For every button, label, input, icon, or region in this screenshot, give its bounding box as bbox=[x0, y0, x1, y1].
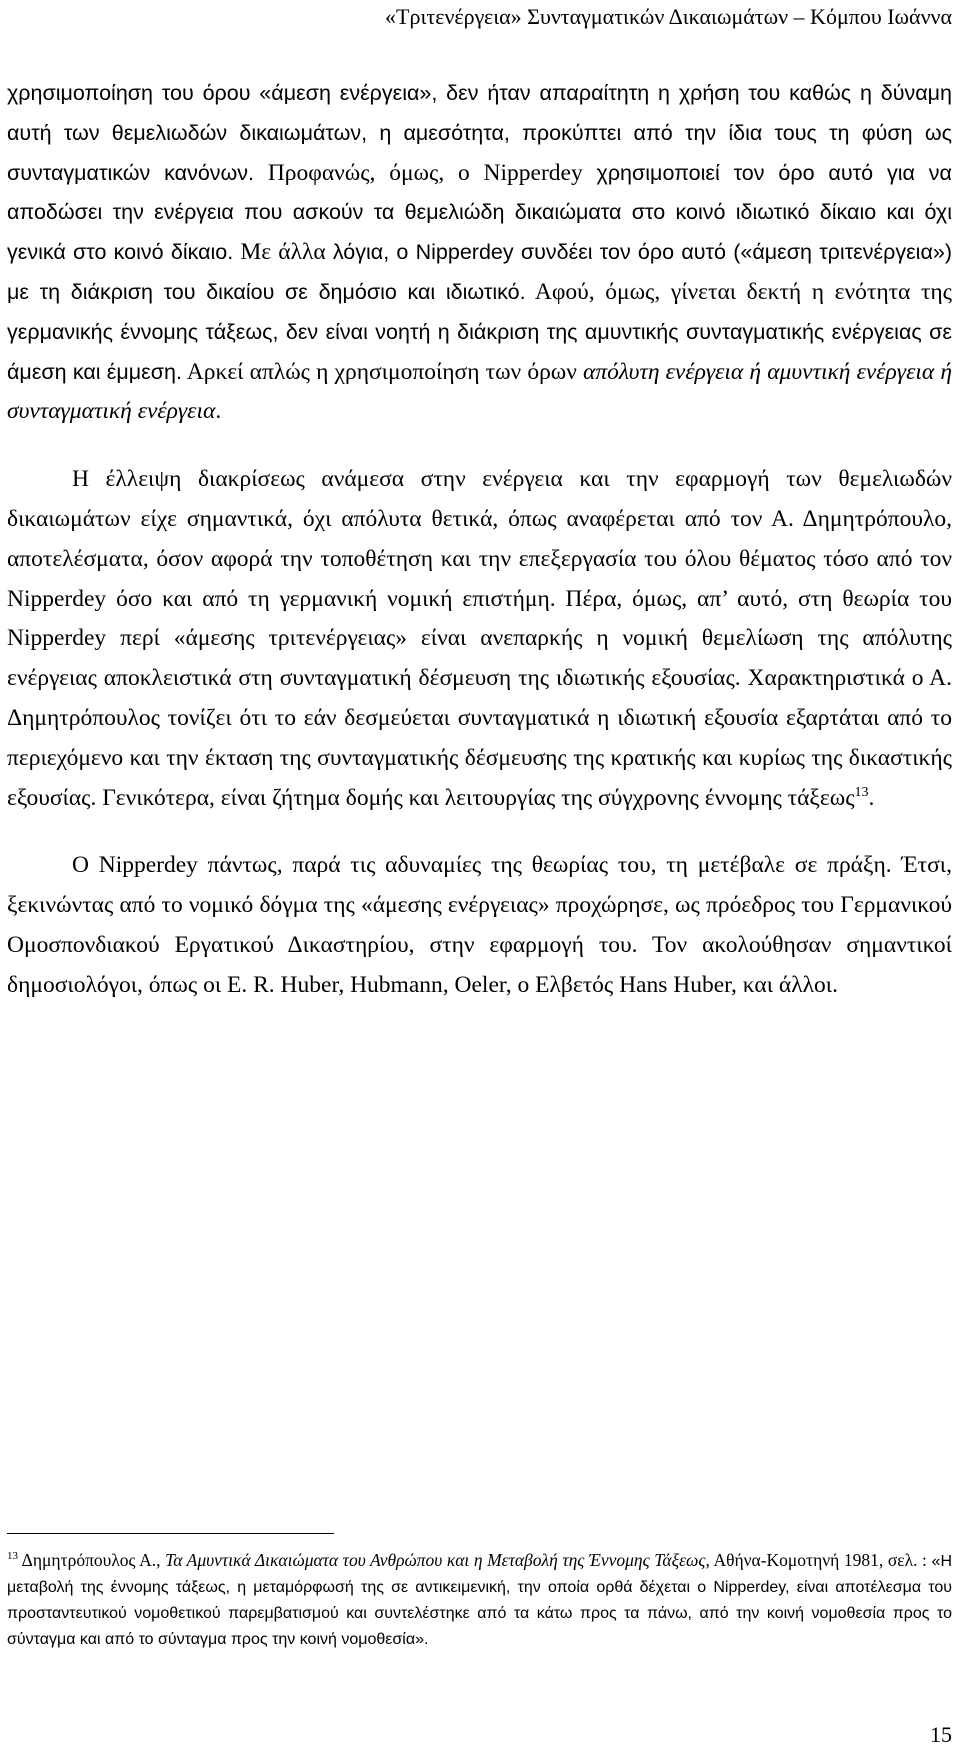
italic-term-constitutional-effect: συνταγματική ενέργεια bbox=[7, 398, 216, 425]
page-number: 15 bbox=[930, 1722, 952, 1747]
paragraph-1-text: ή bbox=[934, 358, 952, 385]
body-text bbox=[7, 74, 952, 1006]
footnote-title: Τα Αμυντικά Δικαιώματα του Ανθρώπου και η Μεταβολή της Έννομης Τάξεως, bbox=[165, 1550, 710, 1570]
footnote-publication: Αθήνα-Κομοτηνή 1981, σελ. : bbox=[709, 1550, 927, 1570]
footnote-number: 13 bbox=[7, 1550, 18, 1562]
paragraph-3 bbox=[7, 846, 952, 1005]
footnote-separator bbox=[7, 1533, 334, 1534]
paragraph-2-text: Η έλλειψη διακρίσεως ανάμεσα στην ενέργεια και την εφαρμογή των θεμελιωδών δικαιωμάτων είχε σημαντικά, όχι απόλυτα θετικά, όπως αναφέρεται από τον Α. Δημητρόπουλο, αποτελέσματα, όσον αφορά την τοποθέτηση και την επεξεργασία του όλου θέματος τόσο από τον Nipperdey όσο και από τη γερμανική νομική επιστήμη. Πέρα, όμως, απ’ αυτό, στη θεωρία του Nipperdey περί «άμεσης τριτενέργειας» είναι ανεπαρκής η νομική θεμελίωση της απόλυτης ενέργειας αποκλειστικά στη συνταγματική δέσμευση της ιδιωτικής εξουσίας. Χαρακτηριστικά ο Α. Δημητρόπουλος τονίζει ότι το εάν δεσμεύεται συνταγματικά η ιδιωτική εξουσία εξαρτάται από το περιεχόμενο και την έκταση της συνταγματικής δέσμευσης της κρατικής και κυρίως της δικαστικής εξουσίας. Γενικότερα, είναι ζήτημα δομής και λειτουργίας της σύγχρονης έννομης τάξεως bbox=[7, 466, 952, 811]
footnote-quote: «Η μεταβολή της έννομης τάξεως, η μεταμόρφωσή της σε αντικειμενική, την οποία ορθά δέχεται ο Nipperdey, είναι αποτέλεσμα του προσταντευτικού νομοθετικού παρεμβατισμού και συντελέστηκε από τα κάτω προς τα πάνω, από την κοινή νομοθεσία προς το σύνταγμα και από το σύνταγμα προς την κοινή νομοθεσία». bbox=[7, 1553, 953, 1648]
paragraph-1 bbox=[7, 74, 952, 432]
running-header: «Τριτενέργεια» Συνταγματικών Δικαιωμάτων – Κόμπου Ιωάννα bbox=[385, 4, 952, 29]
paragraph-1-text: χρησιμοποιεί τον όρο αυτό για να αποδώσει την ενέργεια που ασκούν τα θεμελιώδη δικαιώματα στο κοινό ιδιωτικό δίκαιο και όχι γενικά στο κοινό δίκαιο. bbox=[7, 160, 952, 265]
italic-term-defensive-effect: αμυντική ενέργεια bbox=[767, 358, 935, 385]
paragraph-1-text: Με άλλα bbox=[233, 239, 333, 266]
italic-term-absolute-effect: απόλυτη ενέργεια bbox=[583, 358, 744, 385]
footnote bbox=[7, 1548, 952, 1652]
paragraph-2-end: . bbox=[868, 784, 875, 811]
footnote-reference[interactable]: 13 bbox=[854, 784, 869, 800]
footnote-author: Δημητρόπουλος Α., bbox=[18, 1550, 166, 1570]
paragraph-1-text: Προφανώς, όμως, ο Nipperdey bbox=[254, 159, 597, 186]
paragraph-1-text: Αφού, όμως, γίνεται δεκτή η ενότητα της bbox=[525, 278, 952, 305]
paragraph-1-text: λόγια, ο Nipperdey συνδέει τον όρο αυτό («άμεση τριτενέργεια») με τη διάκριση του δικαίου σε δημόσιο και ιδιωτικό. bbox=[7, 240, 952, 304]
paragraph-1-text: γερμανικής έννομης τάξεως, δεν είναι νοητή η διάκριση της αμυντικής συνταγματικής ενέργειας σε άμεση και έμμεση. bbox=[7, 319, 952, 384]
paragraph-2 bbox=[7, 460, 952, 818]
paragraph-1-text: ή bbox=[743, 358, 768, 385]
paragraph-1-lead: χρησιμοποίηση του όρου «άμεση ενέργεια», δεν ήταν απαραίτητη η χρήση του καθώς η δύναμη αυτή των θεμελιωδών δικαιωμάτων, η αμεσότητα, προκύπτει από την ίδια τους τη φύση ως συνταγματικών κανόνων. bbox=[7, 81, 952, 185]
paragraph-1-text: Αρκεί απλώς η χρησιμοποίηση των όρων bbox=[181, 358, 584, 385]
paragraph-3-text: Ο Nipperdey πάντως, παρά τις αδυναμίες της θεωρίας του, τη μετέβαλε σε πράξη. Έτσι, ξεκινώντας από το νομικό δόγμα της «άμεσης ενέργειας» προχώρησε, ως πρόεδρος του Γερμανικού Ομοσπονδιακού Εργατικού Δικαστηρίου, στην εφαρμογή του. Τον ακολούθησαν σημαντικοί δημοσιολόγοι, όπως οι Ε. R. Huber, Hubmann, Oeler, ο Ελβετός Hans Huber, και άλλοι. bbox=[7, 852, 952, 998]
paragraph-1-text: . bbox=[215, 398, 222, 425]
